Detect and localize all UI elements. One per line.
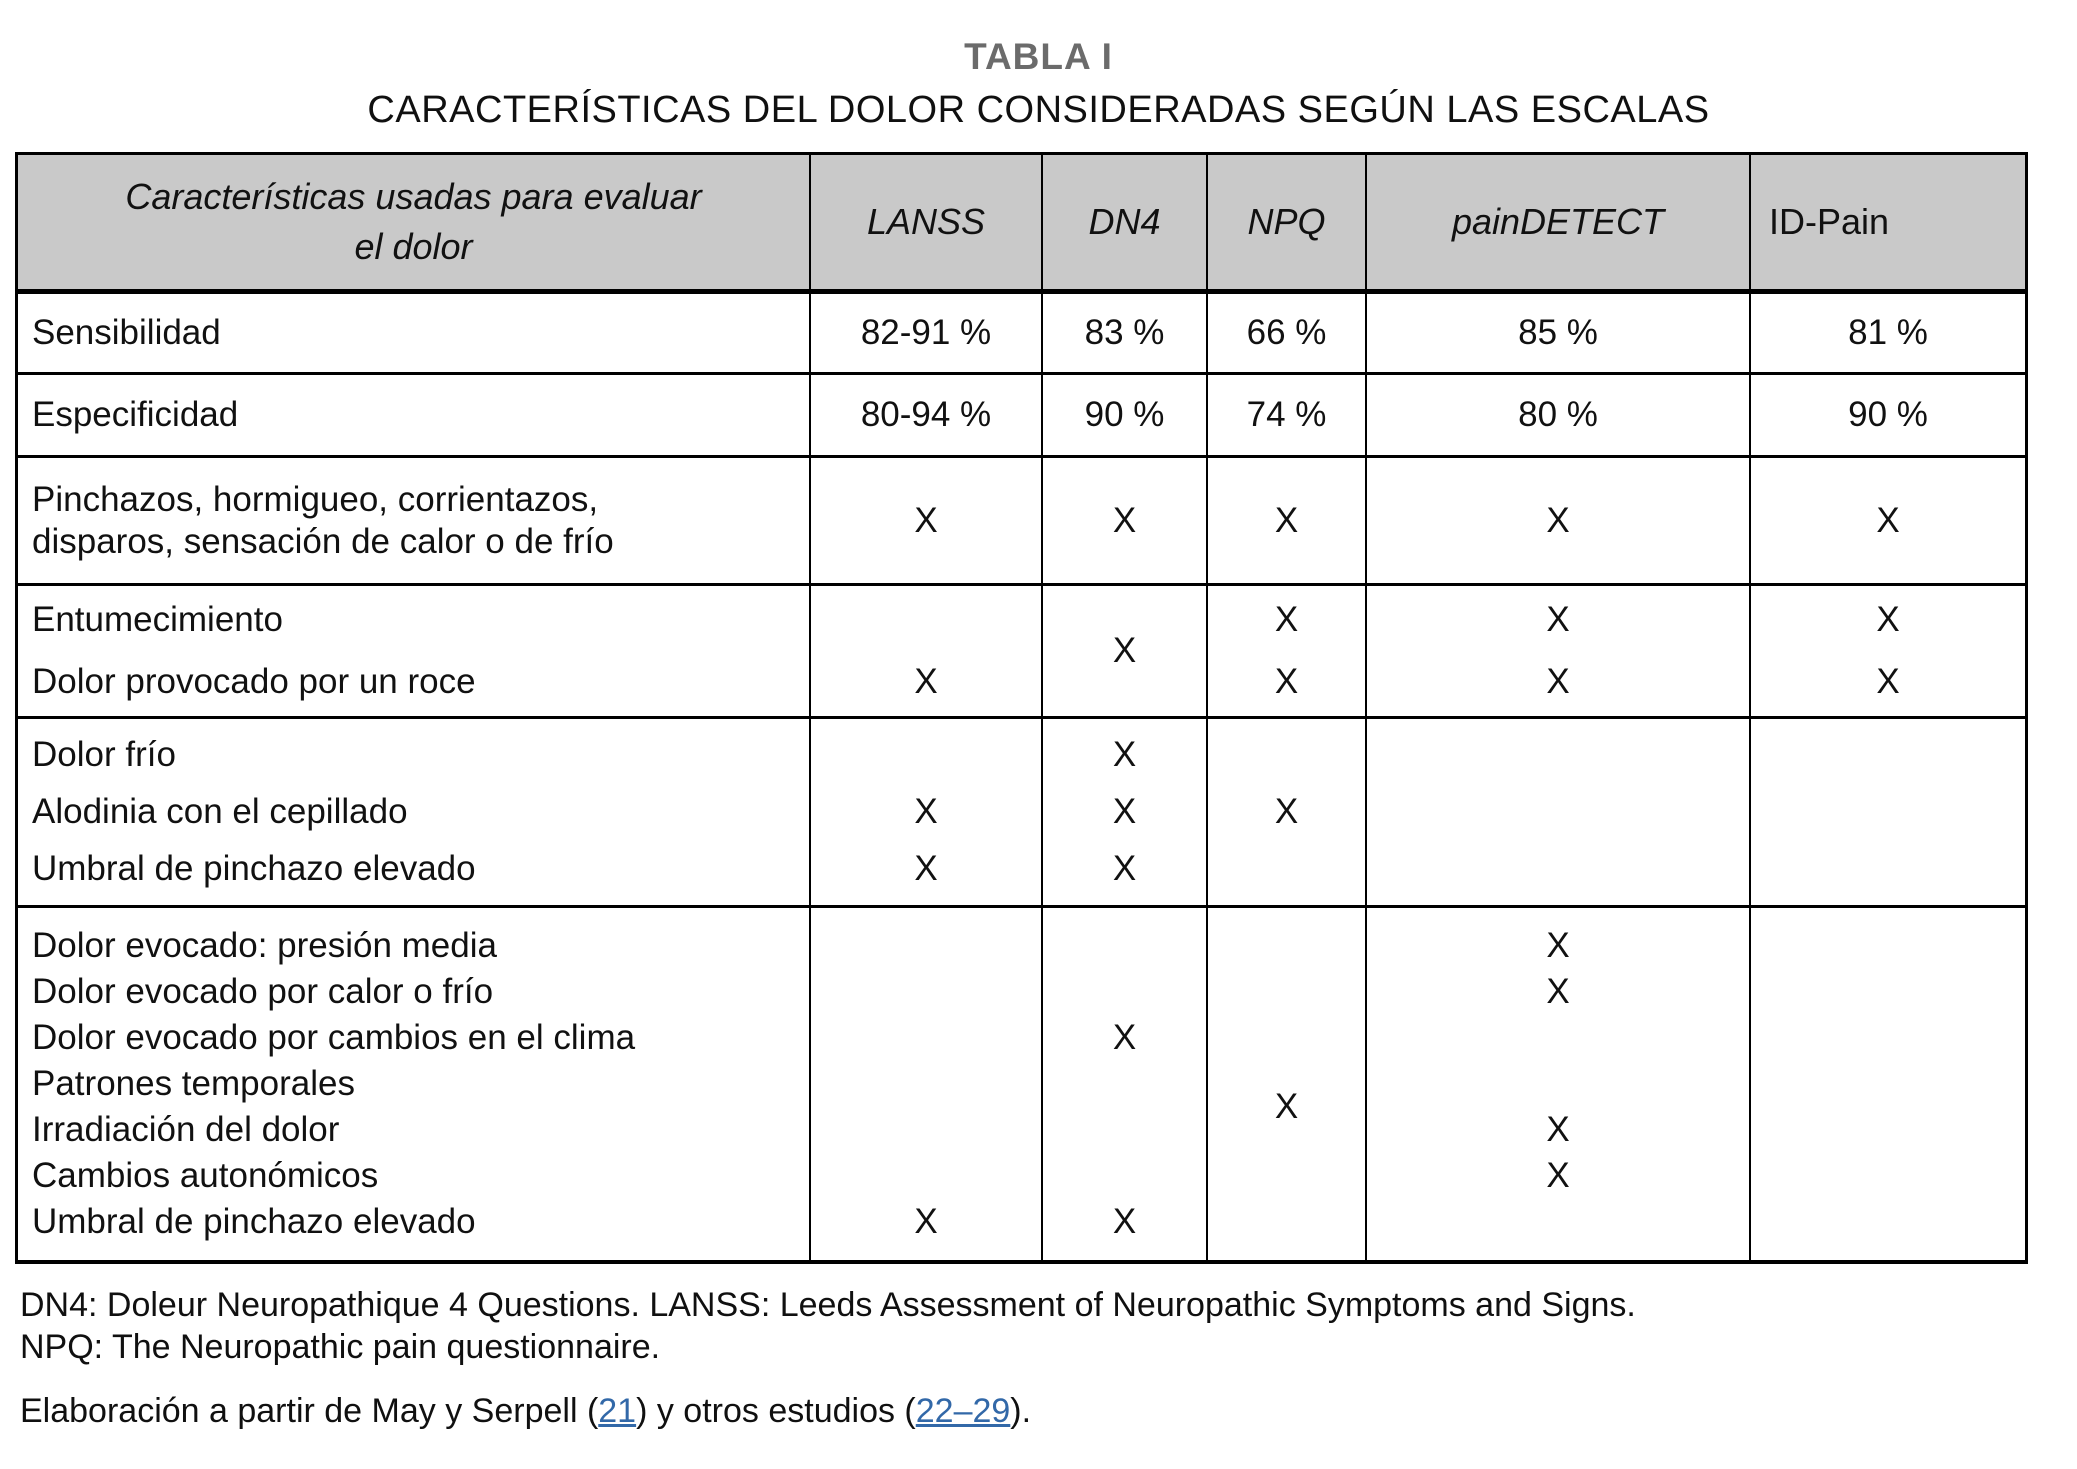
mark-empty	[1208, 1015, 1365, 1061]
mark-empty	[811, 1061, 1041, 1107]
cell-value: X	[1876, 500, 1900, 540]
mark: X	[1876, 600, 1900, 639]
row-label-line: Entumecimiento	[32, 600, 283, 639]
table-row	[18, 372, 2025, 455]
mark-empty	[1208, 969, 1365, 1015]
mark-empty	[1043, 1061, 1206, 1107]
title-block	[0, 36, 2077, 132]
table-row	[18, 905, 2025, 1260]
mark-empty	[1043, 1153, 1206, 1199]
mark-empty	[1751, 1061, 2025, 1107]
mark-cell	[1751, 294, 2025, 372]
mark-cell	[811, 458, 1043, 583]
mark-empty	[811, 1107, 1041, 1153]
mark-cell	[1751, 908, 2025, 1260]
mark: X	[1112, 1018, 1137, 1057]
row-label-line: Alodinia con el cepillado	[32, 792, 408, 831]
mark-empty	[1367, 1199, 1749, 1245]
mark-cell	[1751, 719, 2025, 905]
mark-empty	[1208, 1153, 1365, 1199]
row-label-line: Patrones temporales	[32, 1064, 355, 1103]
cell-value: 74 %	[1246, 395, 1327, 434]
footnote-source	[20, 1390, 1636, 1432]
row-label-line: Pinchazos, hormigueo, corrientazos,	[32, 479, 599, 519]
cell-value: X	[1546, 500, 1570, 540]
mark: X	[914, 662, 938, 701]
mark-cell	[1043, 719, 1208, 905]
mark: X	[1546, 600, 1570, 639]
row-label-line: Umbral de pinchazo elevado	[32, 1202, 476, 1241]
header-line-1: Características usadas para evaluar	[125, 176, 702, 217]
mark-empty	[811, 1153, 1041, 1199]
row-label-line: Cambios autonómicos	[32, 1156, 379, 1195]
mark: X	[1546, 662, 1570, 701]
mark-empty	[1751, 923, 2025, 969]
table-row	[18, 455, 2025, 583]
mark-empty	[1367, 1061, 1749, 1107]
cell-value: 81 %	[1848, 313, 1928, 352]
mark-cell	[1043, 458, 1208, 583]
mark-empty	[1751, 1153, 2025, 1199]
data-table	[15, 152, 2028, 1264]
mark: X	[1112, 735, 1137, 774]
ref-link-21[interactable]: 21	[598, 1392, 637, 1430]
mark-cell	[811, 294, 1043, 372]
mark-cell	[1208, 458, 1367, 583]
mark-empty	[1751, 784, 2025, 841]
page-subtitle: CARACTERÍSTICAS DEL DOLOR CONSIDERADAS SEGÚN LAS ESCALAS	[367, 89, 1710, 131]
row-label-line: disparos, sensación de calor o de frío	[32, 521, 614, 561]
page-title: TABLA I	[964, 36, 1113, 77]
cell-value: 90 %	[1848, 395, 1928, 434]
table-row	[18, 716, 2025, 905]
header-cell-npq: NPQ	[1208, 155, 1367, 289]
header-row	[18, 155, 2025, 294]
mark-cell	[1043, 908, 1208, 1260]
source-text-mid: ) y otros estudios (	[636, 1392, 916, 1430]
row-label-line: Irradiación del dolor	[32, 1110, 340, 1149]
mark-empty	[1043, 1107, 1206, 1153]
mark-cell	[1043, 294, 1208, 372]
mark-cell	[1043, 586, 1208, 716]
source-text-suffix: ).	[1010, 1392, 1032, 1430]
mark-cell	[1208, 719, 1367, 905]
mark-empty	[811, 727, 1041, 784]
header-cell-characteristics	[18, 155, 811, 289]
mark-cell	[1367, 375, 1751, 455]
mark: X	[1274, 662, 1299, 701]
mark-empty	[811, 589, 1041, 651]
mark-empty	[1751, 841, 2025, 898]
mark: X	[914, 1202, 938, 1241]
mark-cell	[811, 586, 1043, 716]
mark-empty	[1208, 923, 1365, 969]
cell-value: 66 %	[1246, 313, 1327, 352]
row-label-line: Umbral de pinchazo elevado	[32, 849, 476, 888]
footnote-abbreviations: DN4: Doleur Neuropathique 4 Questions. LANSS: Leeds Assessment of Neuropathic Symptoms and Signs.	[20, 1286, 1636, 1324]
row-label	[18, 586, 811, 716]
mark-empty	[1367, 784, 1749, 841]
mark-cell	[1208, 294, 1367, 372]
row-label-line: Dolor evocado: presión media	[32, 926, 497, 965]
row-label-line: Dolor provocado por un roce	[32, 662, 476, 701]
mark-cell	[1208, 908, 1367, 1260]
mark-empty	[1043, 923, 1206, 969]
row-label	[18, 458, 811, 583]
cell-value: 80-94 %	[860, 395, 992, 434]
mark-cell	[1367, 586, 1751, 716]
mark-cell	[1043, 375, 1208, 455]
mark-empty	[1367, 727, 1749, 784]
mark-empty	[1751, 969, 2025, 1015]
mark: X	[1274, 600, 1299, 639]
mark: X	[914, 849, 938, 888]
mark-cell	[1367, 908, 1751, 1260]
mark-empty	[1751, 727, 2025, 784]
mark-empty	[1208, 1199, 1365, 1245]
mark-empty	[1367, 841, 1749, 898]
mark: X	[1546, 972, 1570, 1011]
mark: X	[1876, 662, 1900, 701]
mark-cell	[1367, 719, 1751, 905]
mark-cell	[811, 908, 1043, 1260]
mark: X	[1274, 1087, 1299, 1126]
source-text-prefix: Elaboración a partir de May y Serpell (	[20, 1392, 599, 1430]
row-label-line: Dolor frío	[32, 735, 176, 774]
mark-empty	[811, 1015, 1041, 1061]
mark: X	[914, 792, 938, 831]
cell-value: X	[914, 500, 938, 540]
cell-value: 85 %	[1518, 313, 1598, 352]
mark-empty	[811, 923, 1041, 969]
mark: X	[1274, 792, 1299, 831]
row-label	[18, 908, 811, 1260]
cell-value: X	[1112, 500, 1137, 540]
mark-empty	[1208, 727, 1365, 784]
mark: X	[1112, 1202, 1137, 1241]
row-label-line: Sensibilidad	[32, 313, 221, 352]
mark-cell	[1208, 586, 1367, 716]
mark: X	[1112, 849, 1137, 888]
row-label	[18, 719, 811, 905]
mark-cell	[1751, 586, 2025, 716]
cell-value: 82-91 %	[860, 313, 992, 352]
row-label	[18, 294, 811, 372]
mark-empty	[1751, 1107, 2025, 1153]
mark: X	[1546, 1156, 1570, 1195]
header-cell-dn4: DN4	[1043, 155, 1208, 289]
mark-empty	[811, 969, 1041, 1015]
mark-empty	[1751, 1199, 2025, 1245]
mark-cell	[1367, 294, 1751, 372]
table-row	[18, 583, 2025, 716]
cell-value: 80 %	[1518, 395, 1598, 434]
mark: X	[1112, 631, 1137, 670]
mark-cell	[811, 375, 1043, 455]
cell-value: 83 %	[1084, 313, 1165, 352]
mark: X	[1546, 926, 1570, 965]
mark-cell	[811, 719, 1043, 905]
mark-empty	[1751, 1015, 2025, 1061]
header-cell-paindetect: painDETECT	[1367, 155, 1751, 289]
footnotes	[20, 1284, 1636, 1432]
mark-cell	[1751, 458, 2025, 583]
row-label-line: Dolor evocado por cambios en el clima	[32, 1018, 636, 1057]
mark-cell	[1367, 458, 1751, 583]
mark: X	[1112, 792, 1137, 831]
row-label	[18, 375, 811, 455]
mark-empty	[1208, 841, 1365, 898]
mark: X	[1546, 1110, 1570, 1149]
row-label-line: Dolor evocado por calor o frío	[32, 972, 494, 1011]
table-row	[18, 294, 2025, 372]
mark-cell	[1208, 375, 1367, 455]
header-line-2: el dolor	[354, 226, 473, 267]
mark-empty	[1367, 1015, 1749, 1061]
cell-value: X	[1274, 500, 1299, 540]
header-cell-lanss: LANSS	[811, 155, 1043, 289]
mark-empty	[1043, 969, 1206, 1015]
row-label-line: Especificidad	[32, 395, 239, 434]
mark-cell	[1751, 375, 2025, 455]
cell-value: 90 %	[1084, 395, 1165, 434]
footnote-npq: NPQ: The Neuropathic pain questionnaire.	[20, 1328, 661, 1366]
header-cell-id-pain: ID-Pain	[1769, 201, 1890, 242]
ref-link-22-29[interactable]: 22–29	[915, 1392, 1011, 1430]
